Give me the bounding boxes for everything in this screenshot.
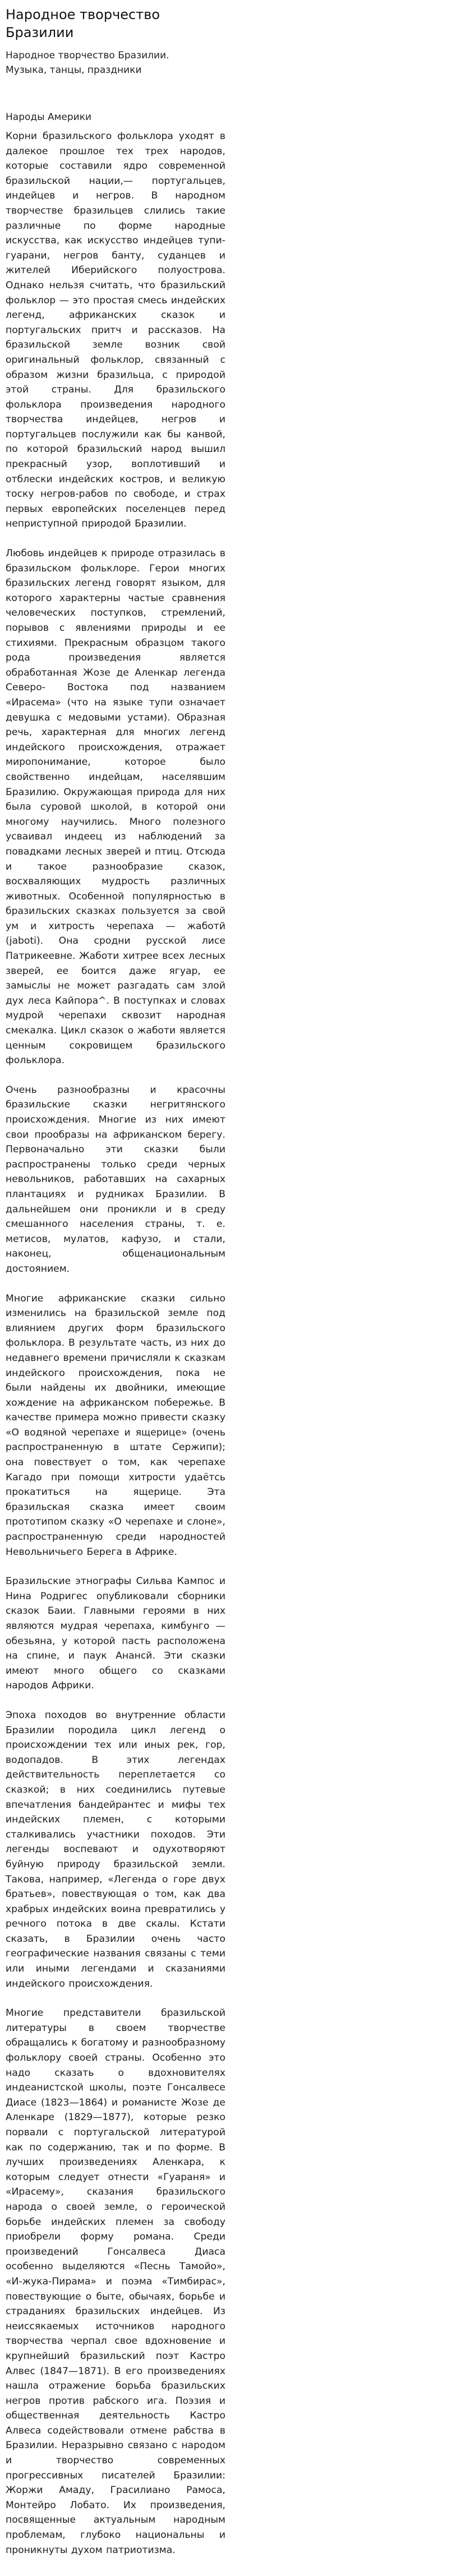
article-paragraph: Любовь индейцев к природе отразилась в бразильском фольклоре. Герои многих бразильских легенд говорят языком, для которого характерны частые сравнения человеческих поступков, стремлений, порывов с явлениями природы и ее стихиями. Прекрасным образцом такого рода произведения является обработанная Жозе де Аленкар легенда Северо- Востока под названием «Ирасема» (что на языке тупи означает девушка с медовыми устами). Образная речь, характерная для многих легенд индейского происхождения, отражает миропонимание, которое было свойственно индейцам, населявшим Бразилию. Окружающая природа для них была суровой школой, в которой они многому научились. Много полезного усваивал индеец из наблюдений за повадками лесных зверей и птиц. Отсюда и такое разнообразие сказок, восхваляющих мудрость различных животных. Особенной популярностью в бразильских сказках пользуется за свой ум и хитрость черепаха — жаботй (jaboti). Она сродни русской лисе Патрикеевне. Жаботи хитрее всех лесных зверей, ее боится даже ягуар, ее замыслы не может разгадать сам злой дух леса Кайпора^. В поступках и словах мудрой черепахи сквозит народная смекалка. Цикл сказок о жаботи является ценным сокровищем бразильского фольклора. [6,548,225,1067]
article-paragraph: Бразильские этнографы Сильва Кампос и Нина Родригес опубликовали сборники сказок Баии. Главными героями в них являются мудрая черепаха, кимбунго — обезьяна, у которой пасть расположена на спине, и паук Анансй. Эти сказки имеют много общего со сказками народов Африки. [6,1576,225,1692]
article-paragraph: Многие представители бразильской литературы в своем творчестве обращались к богатому и разнообразному фольклору своей страны. Особенно это надо сказать о вдохновителях индеанистской школы, поэте Гонсалвесе Диасе (1823—1864) и романисте Жозе де Аленкаре (1829—1877), которые резко порвали с португальской литературой как по содержанию, так и по форме. В лучших произведениях Аленкара, к которым следует отнести «Гуараня» и «Ирасему», сказания бразильского народа о своей земле, о героической борьбе индейских племен за свободу приобрели форму романа. Среди произведений Гонсалвеса Диаса особенно выделяются «Песнь Тамойо», «И-жука-Пирама» и поэма «Тимбирас», повествующие о быте, обычаях, борьбе и страданиях бразильских индейцев. Из неиссякаемых источников народного творчества черпал свое вдохновение и крупнейший бразильский поэт Кастро Алвес (1847—1871). В его произведениях нашла отражение борьба бразильских негров против рабского ига. Поэзия и общественная деятельность Кастро Алвеса содействовали отмене рабства в Бразилии. Неразрывно связано с народом и творчество современных прогрессивных писателей Бразилии: Жоржи Амаду, Грасилиано Рамоса, Монтейро Лобато. Их произведения, посвященные актуальным народным проблемам, глубоко национальны и проникнуты духом патриотизма. [6,2007,225,2556]
subtitle-line-1: Народное творчество Бразилии. [6,50,169,61]
page-title: Народное творчество Бразилии [6,7,160,40]
article-paragraph: Очень разнообразны и красочны бразильские сказки негритянского происхождения. Многие из них имеют свои прообразы на африканском берегу. Первоначально эти сказки были распространены только среди черных невольников, работавших на сахарных плантациях и рудниках Бразилии. В дальнейшем они проникли и в среду смешанного населения страны, т. е. метисов, мулатов, кафузо, и стали, наконец, общенациональным достоянием. [6,1084,225,1275]
article-paragraph: Корни бразильского фольклора уходят в далекое прошлое тех трех народов, которые составили ядро современной бразильской нации,— португальцев, индейцев и негров. В народном творчестве бразильцев слились такие различные по форме народные искусства, как искусство индейцев тупи-гуарани, негров банту, суданцев и жителей Иберийского полуострова. Однако нельзя считать, что бразильский фольклор — это простая смесь индейских легенд, африканских сказок и португальских притч и рассказов. На бразильской земле возник свой оригинальный фольклор, связанный с образом жизни бразильца, с природой этой страны. Для бразильского фольклора произведения народного творчества индейцев, негров и португальцев послужили как бы канвой, по которой бразильский народ вышил прекрасный узор, воплотивший и отблески индейских костров, и великую тоску негров-рабов по свободе, и страх первых европейских поселенцев перед неприступной природой Бразилии. [6,131,225,530]
article-paragraph: Многие африканские сказки сильно изменились на бразильской земле под влиянием других форм бразильского фольклора. В результате часть, из них до недавнего времени причисляли к сказкам индейского происхождения, пока не были найдены их двойники, имеющие хождение на африканском побережье. В качестве примера можно привести сказку «О водяной черепахе и ящерице» (очень распространенную в штате Сержипи); она повествует о том, как черепахе Кагадо при помощи хитрости удаётсь прокатиться на ящерице. Эта бразильская сказка имеет своим прототипом сказку «О черепахе и слоне», распространенную среди народностей Невольничьего Берега в Африке. [6,1292,225,1558]
article-body [6,129,225,2557]
subtitle-line-2: Музыка, танцы, праздники [6,64,142,76]
section-heading: Народы Америки [6,112,92,123]
article-paragraph: Эпоха походов во внутренние области Бразилии породила цикл легенд о происхождении тех или иных рек, гор, водопадов. В этих легендах действительность переплетается со сказкой; в них соединились путевые впечатления бандейрантес и мифы тех индейских племен, с которыми сталкивались участники походов. Эти легенды воспевают и одухотворяют буйную природу бразильской земли. Такова, например, «Легенда о горе двух братьев», повествующая о том, как два храбрых индейских воина превратились у речного потока в две скалы. Кстати сказать, в Бразилии очень часто географические названия связаны с теми или иными легендами и сказаниями индейского происхождения. [6,1709,225,1989]
article-column [6,6,225,2557]
